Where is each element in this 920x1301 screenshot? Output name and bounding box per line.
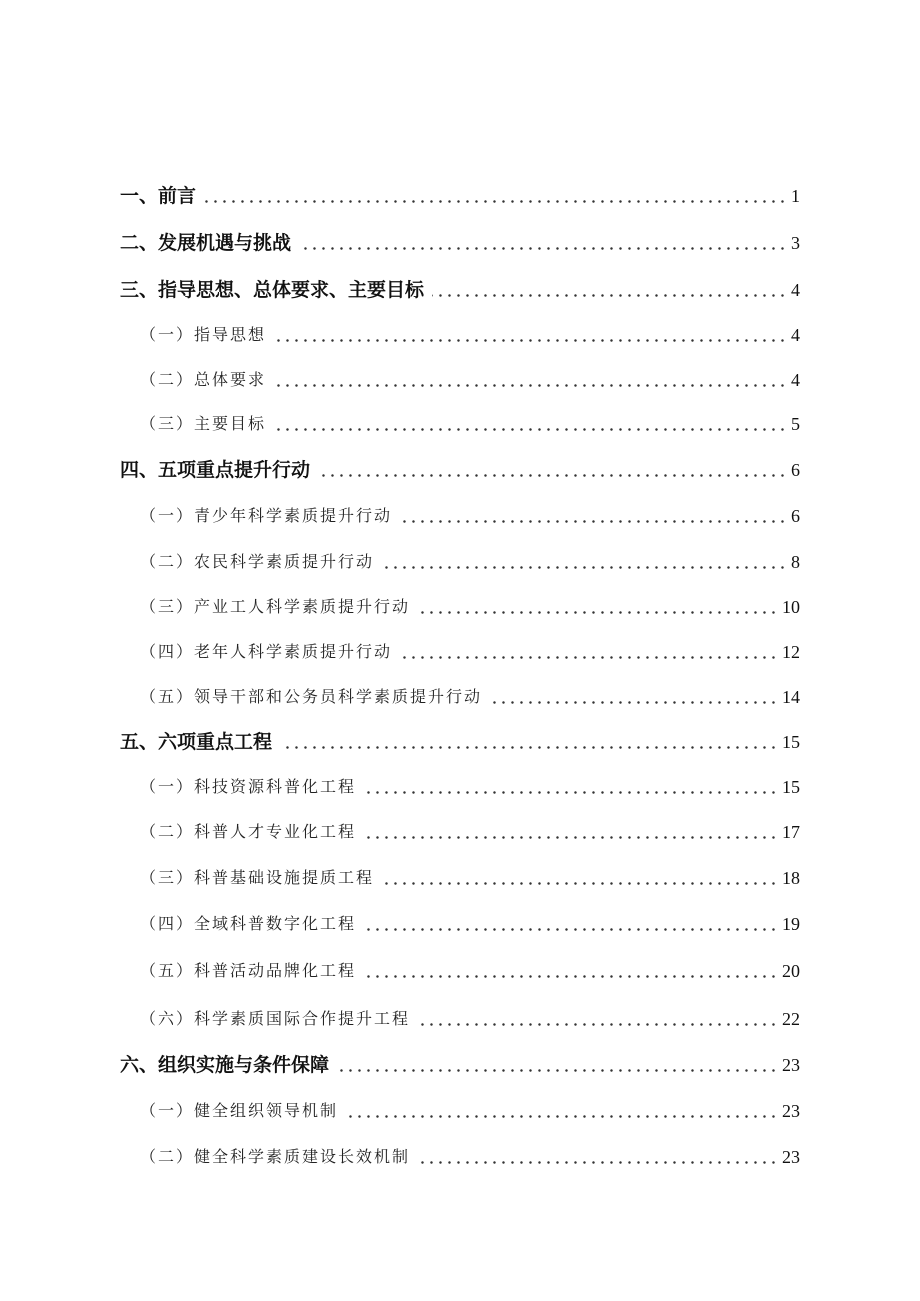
toc-entry-page: 4 — [791, 370, 800, 390]
toc-entry-title: （四）老年人科学素质提升行动 — [140, 642, 393, 661]
toc-entry-page: 6 — [791, 506, 800, 526]
dot-leader — [418, 1161, 778, 1164]
toc-entry-page: 5 — [791, 414, 800, 434]
toc-subentry[interactable] — [140, 1095, 800, 1123]
toc-entry-title: （一）健全组织领导机制 — [140, 1101, 339, 1120]
toc-entry-page: 23 — [782, 1055, 800, 1075]
toc-entry-page: 22 — [782, 1009, 800, 1029]
toc-entry-page: 23 — [782, 1101, 800, 1121]
toc-entry-implementation[interactable] — [120, 1049, 800, 1077]
toc-entry-title: （三）产业工人科学素质提升行动 — [140, 597, 411, 616]
dot-leader — [364, 975, 778, 978]
toc-entry-title: （五）领导干部和公务员科学素质提升行动 — [140, 687, 483, 706]
toc-entry-title: （六）科学素质国际合作提升工程 — [140, 1009, 411, 1028]
toc-subentry[interactable] — [140, 771, 800, 799]
toc-entry-title: （四）全域科普数字化工程 — [140, 914, 357, 933]
toc-subentry[interactable] — [140, 1141, 800, 1169]
toc-subentry[interactable] — [140, 364, 800, 392]
dot-leader — [382, 882, 778, 885]
toc-entry-page: 4 — [791, 280, 800, 300]
toc-subentry[interactable] — [140, 681, 800, 709]
toc-entry-title: 三、指导思想、总体要求、主要目标 — [120, 279, 425, 301]
dot-leader — [432, 294, 787, 297]
toc-subentry[interactable] — [140, 591, 800, 619]
toc-entry-title: （一）指导思想 — [140, 325, 267, 344]
toc-entry-title: 二、发展机遇与挑战 — [120, 232, 292, 254]
toc-entry-page: 15 — [782, 777, 800, 797]
dot-leader — [337, 1069, 778, 1072]
toc-entry-opportunities[interactable] — [120, 227, 800, 255]
toc-entry-title: （二）农民科学素质提升行动 — [140, 552, 375, 571]
toc-subentry[interactable] — [140, 319, 800, 347]
toc-entry-title: 六、组织实施与条件保障 — [120, 1054, 330, 1076]
toc-entry-page: 12 — [782, 642, 800, 662]
toc-subentry[interactable] — [140, 500, 800, 528]
dot-leader — [418, 611, 778, 614]
toc-subentry[interactable] — [140, 862, 800, 890]
toc-entry-page: 17 — [782, 822, 800, 842]
dot-leader — [318, 474, 787, 477]
toc-entry-guiding-ideology[interactable] — [120, 274, 800, 302]
dot-leader — [400, 656, 778, 659]
toc-entry-page: 19 — [782, 914, 800, 934]
toc-entry-title: （二）总体要求 — [140, 370, 267, 389]
dot-leader — [490, 701, 778, 704]
dot-leader — [382, 566, 787, 569]
toc-entry-five-actions[interactable] — [120, 454, 800, 482]
dot-leader — [274, 428, 787, 431]
toc-subentry[interactable] — [140, 908, 800, 936]
toc-entry-page: 14 — [782, 687, 800, 707]
toc-subentry[interactable] — [140, 955, 800, 983]
toc-entry-title: （一）青少年科学素质提升行动 — [140, 506, 393, 525]
toc-entry-foreword[interactable] — [120, 180, 800, 208]
toc-entry-title: （三）主要目标 — [140, 414, 267, 433]
toc-subentry[interactable] — [140, 546, 800, 574]
toc-entry-page: 6 — [791, 460, 800, 480]
toc-subentry[interactable] — [140, 636, 800, 664]
toc-entry-page: 1 — [791, 186, 800, 206]
toc-entry-page: 4 — [791, 325, 800, 345]
toc-entry-page: 23 — [782, 1147, 800, 1167]
toc-subentry[interactable] — [140, 816, 800, 844]
toc-entry-page: 20 — [782, 961, 800, 981]
dot-leader — [280, 746, 778, 749]
toc-entry-page: 15 — [782, 732, 800, 752]
toc-subentry[interactable] — [140, 408, 800, 436]
toc-entry-page: 8 — [791, 552, 800, 572]
dot-leader — [274, 339, 787, 342]
toc-entry-title: （一）科技资源科普化工程 — [140, 777, 357, 796]
dot-leader — [346, 1115, 778, 1118]
dot-leader — [364, 791, 778, 794]
toc-entry-title: 一、前言 — [120, 185, 197, 207]
dot-leader — [400, 520, 787, 523]
dot-leader — [418, 1023, 778, 1026]
toc-entry-title: （三）科普基础设施提质工程 — [140, 868, 375, 887]
toc-subentry[interactable] — [140, 1003, 800, 1031]
toc-entry-title: （二）科普人才专业化工程 — [140, 822, 357, 841]
toc-entry-title: 五、六项重点工程 — [120, 731, 273, 753]
dot-leader — [299, 247, 787, 250]
toc-entry-title: 四、五项重点提升行动 — [120, 459, 311, 481]
toc-entry-page: 10 — [782, 597, 800, 617]
dot-leader — [204, 200, 787, 203]
dot-leader — [274, 384, 787, 387]
toc-entry-six-projects[interactable] — [120, 726, 800, 754]
toc-entry-title: （五）科普活动品牌化工程 — [140, 961, 357, 980]
toc-entry-title: （二）健全科学素质建设长效机制 — [140, 1147, 411, 1166]
toc-entry-page: 3 — [791, 233, 800, 253]
dot-leader — [364, 836, 778, 839]
dot-leader — [364, 928, 778, 931]
toc-entry-page: 18 — [782, 868, 800, 888]
